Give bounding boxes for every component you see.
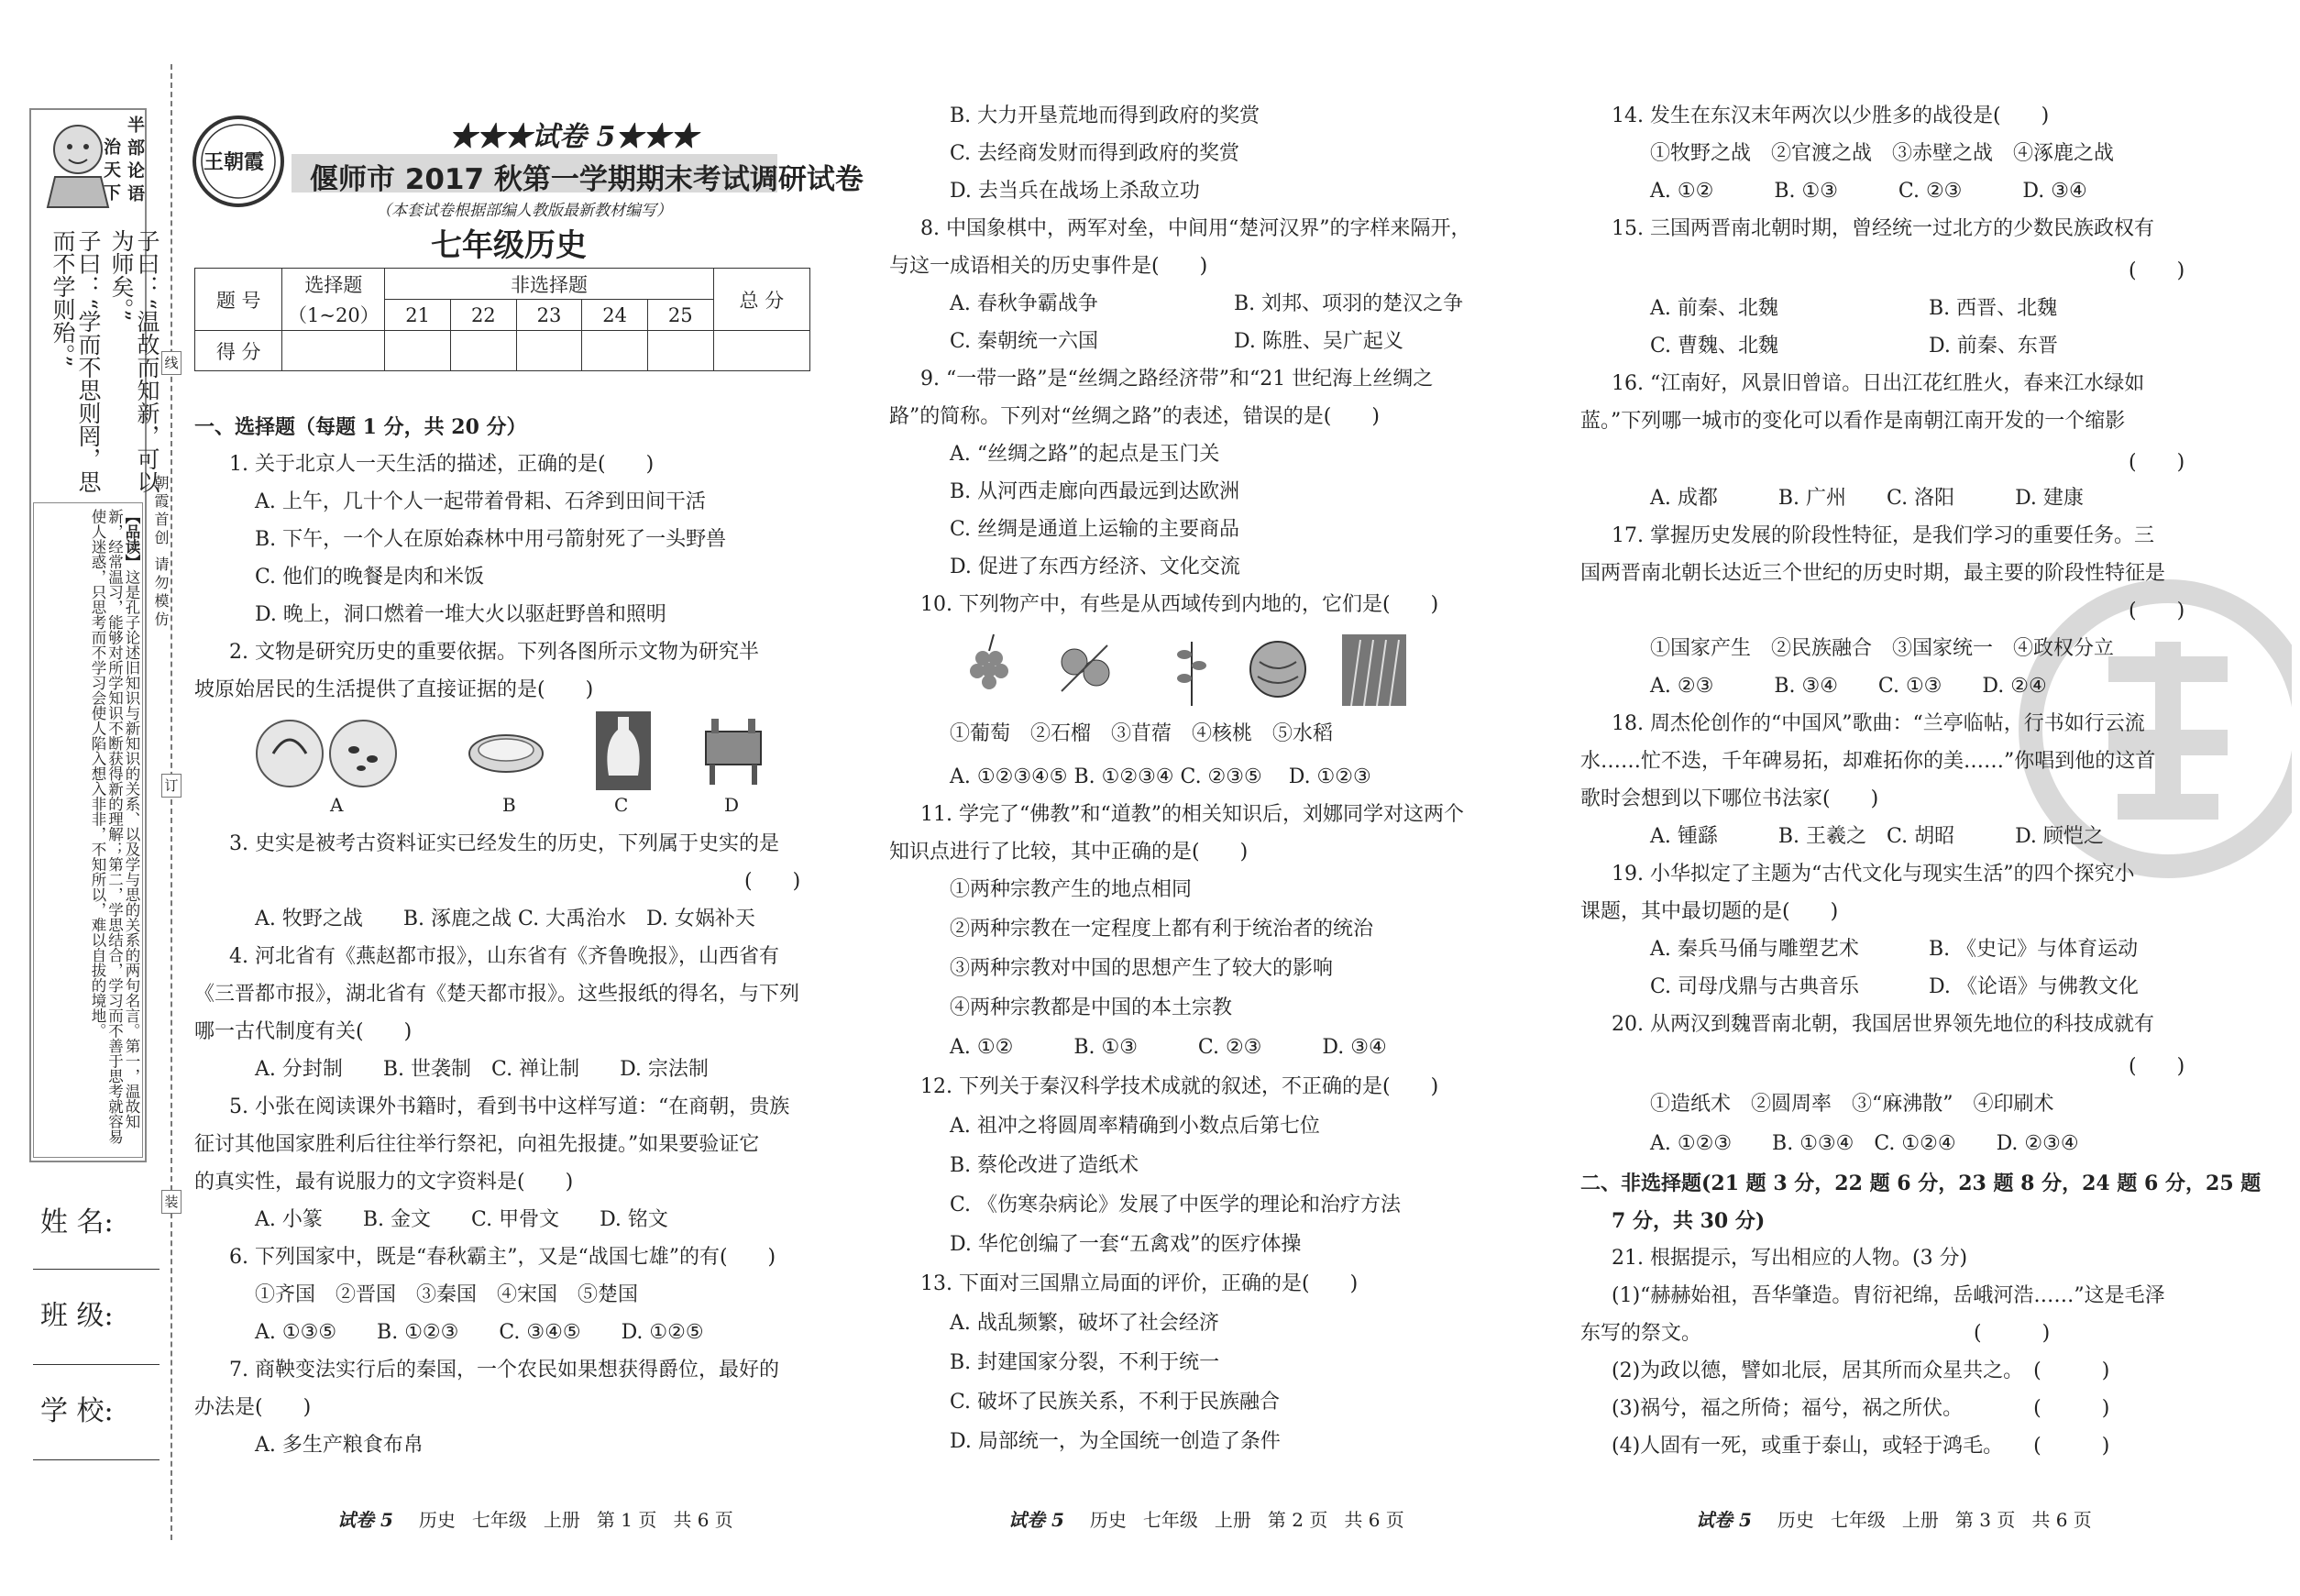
school-line[interactable]	[33, 1459, 160, 1460]
footer-subject: 历史	[418, 1509, 456, 1531]
score-cell[interactable]	[385, 331, 451, 371]
question-text: 15. 三国两晋南北朝时期，曾经统一过北方的少数民族政权有	[1612, 217, 2154, 240]
answer-blank: ( )	[2129, 600, 2185, 622]
artifact-b-bowl	[468, 730, 545, 781]
option: C. 丝绸是通道上运输的主要商品	[950, 518, 1240, 541]
footer-label: 试卷 5	[337, 1509, 393, 1531]
th-col-21: 21	[385, 300, 451, 331]
question-text: 17. 掌握历史发展的阶段性特征，是我们学习的重要任务。三	[1612, 524, 2154, 547]
option: C. 司母戊鼎与古典音乐	[1650, 975, 1860, 998]
option: A. 战乱频繁，破坏了社会经济	[950, 1312, 1219, 1335]
option: ①牧野之战 ②官渡之战 ③赤壁之战 ④涿鹿之战	[1650, 142, 2115, 165]
artifact-label-c: C	[614, 794, 629, 816]
option: ①齐国 ②晋国 ③秦国 ④宋国 ⑤楚国	[255, 1283, 639, 1306]
question-text: 18. 周杰伦创作的“中国风”歌曲：“兰亭临帖，行书如行云流	[1612, 712, 2145, 735]
question-text: 坡原始居民的生活提供了直接证据的是( )	[194, 678, 594, 701]
binding-line	[171, 64, 172, 1540]
school-label: 学 校:	[40, 1395, 114, 1427]
exam-title: 偃师市 2017 秋第一学期期末考试调研试卷	[310, 163, 864, 196]
option: A. 秦兵马俑与雕塑艺术	[1650, 938, 1859, 961]
option: D. 促进了东西方经济、文化交流	[950, 556, 1240, 578]
question-text: (2)为政以德，譬如北辰，居其所而众星共之。 ( )	[1612, 1359, 2110, 1382]
question-text: (4)人固有一死，或重于泰山，或轻于鸿毛。 ( )	[1612, 1435, 2110, 1458]
question-text: 11. 学完了“佛教”和“道教”的相关知识后，刘娜同学对这两个	[920, 803, 1464, 826]
option: ①造纸术 ②圆周率 ③“麻沸散” ④印刷术	[1650, 1093, 2054, 1116]
question-text: 19. 小华拟定了主题为“古代文化与现实生活”的四个探究小	[1612, 863, 2135, 886]
footer-total: 共 6 页	[2031, 1509, 2092, 1531]
option: A. 前秦、北魏	[1650, 297, 1778, 320]
option: B. 封建国家分裂，不利于统一	[950, 1351, 1220, 1374]
option: B. 《史记》与体育运动	[1929, 938, 2139, 961]
option: A. 锺繇 B. 王羲之 C. 胡昭 D. 顾恺之	[1650, 825, 2104, 848]
row-score-label: 得 分	[195, 331, 282, 371]
option: B. 刘邦、项羽的楚汉之争	[1234, 292, 1464, 315]
question-text: (1)“赫赫始祖，吾华肇造。胄衍祀绵，岳峨河浩……”这是毛泽	[1612, 1284, 2165, 1307]
question-text: 1. 关于北京人一天生活的描述，正确的是( )	[229, 453, 655, 476]
option: A. 多生产粮食布帛	[255, 1434, 424, 1457]
th-choice: 选择题	[282, 269, 385, 300]
artifact-d-bronze-ding	[697, 713, 770, 787]
option: C. 曹魏、北魏	[1650, 335, 1779, 358]
answer-blank: ( )	[2129, 1055, 2185, 1078]
th-col-24: 24	[582, 300, 648, 331]
question-text: 10. 下列物产中，有些是从西域传到内地的，它们是( )	[920, 593, 1439, 616]
footer-page: 第 3 页	[1954, 1509, 2016, 1531]
pindu-text: 这是孔子论述旧知识与新知识的关系、以及学与思的关系的两句名言。第一，温故知新，经常温习，能够对所学知识不断获得新的理解；第二，学思结合，学习而不善于思考就容易使人迷惑，只思考而不学习会使人陷入想入非非，不知所以，难以自拔的境地。	[89, 509, 140, 1144]
footer-term: 上册	[1214, 1509, 1251, 1531]
th-choice-range: （1~20）	[282, 300, 385, 331]
bind-mark-2: 订	[161, 774, 182, 798]
option: A. 祖冲之将圆周率精确到小数点后第七位	[950, 1115, 1320, 1138]
score-table	[194, 268, 810, 371]
question-text: 东写的祭文。 ( )	[1580, 1322, 2051, 1345]
footer-subject: 历史	[1777, 1509, 1814, 1531]
class-label: 班 级:	[40, 1300, 114, 1332]
option: ④两种宗教都是中国的本土宗教	[950, 996, 1233, 1019]
question-text: 2. 文物是研究历史的重要依据。下列各图所示文物为研究半	[229, 641, 759, 664]
option: A. “丝绸之路”的起点是玉门关	[950, 443, 1220, 466]
question-text: 12. 下列关于秦汉科学技术成就的叙述，不正确的是( )	[920, 1075, 1439, 1098]
option: C. 他们的晚餐是肉和米饭	[255, 566, 485, 589]
option: B. 下午，一个人在原始森林中用弓箭射死了一头野兽	[255, 528, 727, 551]
option: C. 秦朝统一六国	[950, 330, 1099, 353]
pindu-text-container	[37, 509, 139, 1150]
th-nonchoice: 非选择题	[385, 269, 713, 300]
artifact-c-vase	[596, 711, 651, 790]
motto-mid: 治天下	[101, 138, 121, 206]
question-text: 4. 河北省有《燕赵都市报》，山东省有《齐鲁晚报》，山西省有	[229, 945, 779, 968]
footer-grade: 七年级	[1142, 1509, 1198, 1531]
question-text: 办法是( )	[194, 1396, 312, 1419]
option: A. ①③⑤ B. ①②③ C. ③④⑤ D. ①②⑤	[255, 1321, 704, 1344]
question-text: 国两晋南北朝长达近三个世纪的历史时期，最主要的阶段性特征是	[1580, 562, 2166, 585]
option: ①两种宗教产生的地点相同	[950, 878, 1193, 901]
artifact-a-pottery-images	[255, 717, 415, 790]
option: B. 从河西走廊向西最远到达欧洲	[950, 480, 1240, 503]
option: A. 成都 B. 广州 C. 洛阳 D. 建康	[1650, 487, 2084, 510]
name-line[interactable]	[33, 1269, 160, 1270]
question-text: 征讨其他国家胜利后往往举行祭祀，向祖先报捷。”如果要验证它	[194, 1133, 760, 1156]
option: A. ②③ B. ③④ C. ①③ D. ②④	[1650, 675, 2047, 698]
option: D. 去当兵在战场上杀敌立功	[950, 180, 1200, 203]
section-2-title-cont: 7 分，共 30 分)	[1612, 1209, 1766, 1233]
footer-page: 第 2 页	[1267, 1509, 1328, 1531]
question-text: 9. “一带一路”是“丝绸之路经济带”和“21 世纪海上丝绸之	[920, 368, 1434, 391]
score-cell[interactable]	[713, 331, 809, 371]
score-cell[interactable]	[582, 331, 648, 371]
artifact-label-b: B	[502, 794, 516, 816]
th-num: 题 号	[195, 269, 282, 331]
logo-text: 王朝霞	[204, 150, 265, 174]
option: D. 前秦、东晋	[1929, 335, 2058, 358]
section-2-title: 二、非选择题(21 题 3 分，22 题 6 分，23 题 8 分，24 题 6 分，25 题	[1580, 1172, 2261, 1195]
bind-mark-1: 线	[161, 351, 182, 375]
class-line[interactable]	[33, 1364, 160, 1365]
question-text: 3. 史实是被考古资料证实已经发生的历史，下列属于史实的是	[229, 832, 779, 855]
subject-title: 七年级历史	[431, 227, 587, 264]
quote-1: 子曰：“温故而知新，可以为师矣。”	[108, 229, 160, 493]
th-col-25: 25	[647, 300, 713, 331]
option: ②两种宗教在一定程度上都有利于统治者的统治	[950, 918, 1374, 941]
page-footer-1	[337, 1505, 750, 1532]
option: B. 大力开垦荒地而得到政府的奖赏	[950, 105, 1260, 127]
question-text: 的真实性，最有说服力的文字资料是( )	[194, 1171, 574, 1194]
th-col-23: 23	[516, 300, 582, 331]
option: A. 牧野之战 B. 涿鹿之战 C. 大禹治水 D. 女娲补天	[255, 908, 755, 930]
footer-total: 共 6 页	[673, 1509, 733, 1531]
th-total: 总 分	[713, 269, 809, 331]
option: B. 西晋、北魏	[1929, 297, 2058, 320]
footer-grade: 七年级	[1830, 1509, 1886, 1531]
option: C. 去经商发财而得到政府的奖赏	[950, 142, 1240, 165]
option: A. ①②③ B. ①③④ C. ①②④ D. ②③④	[1650, 1132, 2079, 1155]
question-text: 7. 商鞅变法实行后的秦国，一个农民如果想获得爵位，最好的	[229, 1359, 779, 1381]
alfalfa-image	[1166, 633, 1217, 708]
question-text: (3)祸兮，福之所倚；福兮，祸之所伏。 ( )	[1612, 1397, 2110, 1420]
page-footer-2	[1008, 1505, 1421, 1532]
question-text: 歌时会想到以下哪位书法家( )	[1580, 787, 1879, 810]
exam-subtitle: （本套试卷根据部编人教版最新教材编写）	[376, 202, 672, 220]
question-text: 13. 下面对三国鼎立局面的评价，正确的是( )	[920, 1272, 1359, 1295]
option: C. 破坏了民族关系，不利于民族融合	[950, 1391, 1281, 1414]
artifact-label-a: A	[330, 794, 344, 816]
score-cell[interactable]	[647, 331, 713, 371]
footer-term: 上册	[543, 1509, 580, 1531]
option: A. ①② B. ①③ C. ②③ D. ③④	[1650, 180, 2087, 203]
footer-grade: 七年级	[471, 1509, 527, 1531]
option: D. 华佗创编了一套“五禽戏”的医疗体操	[950, 1233, 1302, 1256]
answer-blank: ( )	[2129, 451, 2185, 474]
option: A. ①② B. ①③ C. ②③ D. ③④	[950, 1036, 1387, 1059]
pomegranate-image	[1052, 636, 1118, 702]
question-text: 哪一古代制度有关( )	[194, 1020, 413, 1043]
footer-total: 共 6 页	[1344, 1509, 1404, 1531]
banner: ★★★试卷 5★★★	[449, 121, 699, 153]
footer-subject: 历史	[1089, 1509, 1127, 1531]
pindu-label: 【品读】	[123, 509, 140, 569]
question-text: 6. 下列国家中，既是“春秋霸主”，又是“战国七雄”的有( )	[229, 1246, 776, 1269]
rice-image	[1342, 634, 1406, 706]
motto-top: 半部论语	[125, 116, 145, 207]
question-text: 20. 从两汉到魏晋南北朝，我国居世界领先地位的科技成就有	[1612, 1013, 2154, 1036]
option: C. 《伤寒杂病论》发展了中医学的理论和治疗方法	[950, 1194, 1402, 1216]
note-right: 朝霞首创 请勿模仿	[152, 475, 170, 631]
answer-blank: ( )	[2129, 259, 2185, 282]
artifact-label-d: D	[724, 794, 740, 816]
question-text: 水……忙不迭，千年碑易拓，却难拓你的美……”你唱到他的这首	[1580, 750, 2156, 773]
score-cell[interactable]	[282, 331, 385, 371]
option: ①葡萄 ②石榴 ③苜蓿 ④核桃 ⑤水稻	[950, 722, 1334, 745]
footer-term: 上册	[1901, 1509, 1939, 1531]
score-cell[interactable]	[450, 331, 516, 371]
question-text: 21. 根据提示，写出相应的人物。(3 分)	[1612, 1247, 1968, 1270]
question-text: 8. 中国象棋中，两军对垒，中间用“楚河汉界”的字样来隔开，	[920, 217, 1471, 240]
question-text: 与这一成语相关的历史事件是( )	[889, 255, 1208, 278]
footer-label: 试卷 5	[1696, 1509, 1752, 1531]
footer-page: 第 1 页	[596, 1509, 657, 1531]
th-col-22: 22	[450, 300, 516, 331]
option: B. 蔡伦改进了造纸术	[950, 1154, 1139, 1177]
grape-image	[957, 631, 1027, 706]
footer-label: 试卷 5	[1008, 1509, 1064, 1531]
option: A. 分封制 B. 世袭制 C. 禅让制 D. 宗法制	[255, 1058, 709, 1081]
option: A. 小篆 B. 金文 C. 甲骨文 D. 铭文	[255, 1208, 668, 1231]
question-text: 16. “江南好，风景旧曾谙。日出江花红胜火，春来江水绿如	[1612, 372, 2145, 395]
quote-2: 子曰：“学而不思则罔，思而不学则殆。”	[50, 229, 102, 493]
option: D. 陈胜、吴广起义	[1234, 330, 1403, 353]
walnut-image	[1247, 638, 1309, 700]
question-text: 5. 小张在阅读课外书籍时，看到书中这样写道：“在商朝，贵族	[229, 1095, 790, 1118]
option: D. 晚上，洞口燃着一堆大火以驱赶野兽和照明	[255, 603, 666, 626]
option: ③两种宗教对中国的思想产生了较大的影响	[950, 957, 1334, 980]
option: A. ①②③④⑤ B. ①②③④ C. ②③⑤ D. ①②③	[950, 765, 1371, 788]
option: A. 春秋争霸战争	[950, 292, 1098, 315]
question-text: 《三晋都市报》，湖北省有《楚天都市报》。这些报纸的得名，与下列	[194, 983, 800, 1006]
question-text: 蓝。”下列哪一城市的变化可以看作是南朝江南开发的一个缩影	[1580, 410, 2126, 433]
page-footer-3	[1696, 1505, 2108, 1532]
name-label: 姓 名:	[40, 1206, 114, 1238]
bind-mark-3: 装	[161, 1190, 182, 1214]
question-text: 课题，其中最切题的是( )	[1580, 900, 1839, 923]
score-cell[interactable]	[516, 331, 582, 371]
option: ①国家产生 ②民族融合 ③国家统一 ④政权分立	[1650, 637, 2115, 660]
option: D. 局部统一，为全国统一创造了条件	[950, 1430, 1281, 1453]
question-text: 知识点进行了比较，其中正确的是( )	[889, 841, 1249, 864]
answer-blank: ( )	[744, 870, 801, 893]
question-text: 14. 发生在东汉末年两次以少胜多的战役是( )	[1612, 105, 2050, 127]
option: D. 《论语》与佛教文化	[1929, 975, 2139, 998]
option: A. 上午，几十个人一起带着骨耜、石斧到田间干活	[255, 490, 706, 513]
section-1-title: 一、选择题（每题 1 分，共 20 分）	[194, 415, 527, 439]
question-text: 路”的简称。下列对“丝绸之路”的表述，错误的是( )	[889, 405, 1380, 428]
